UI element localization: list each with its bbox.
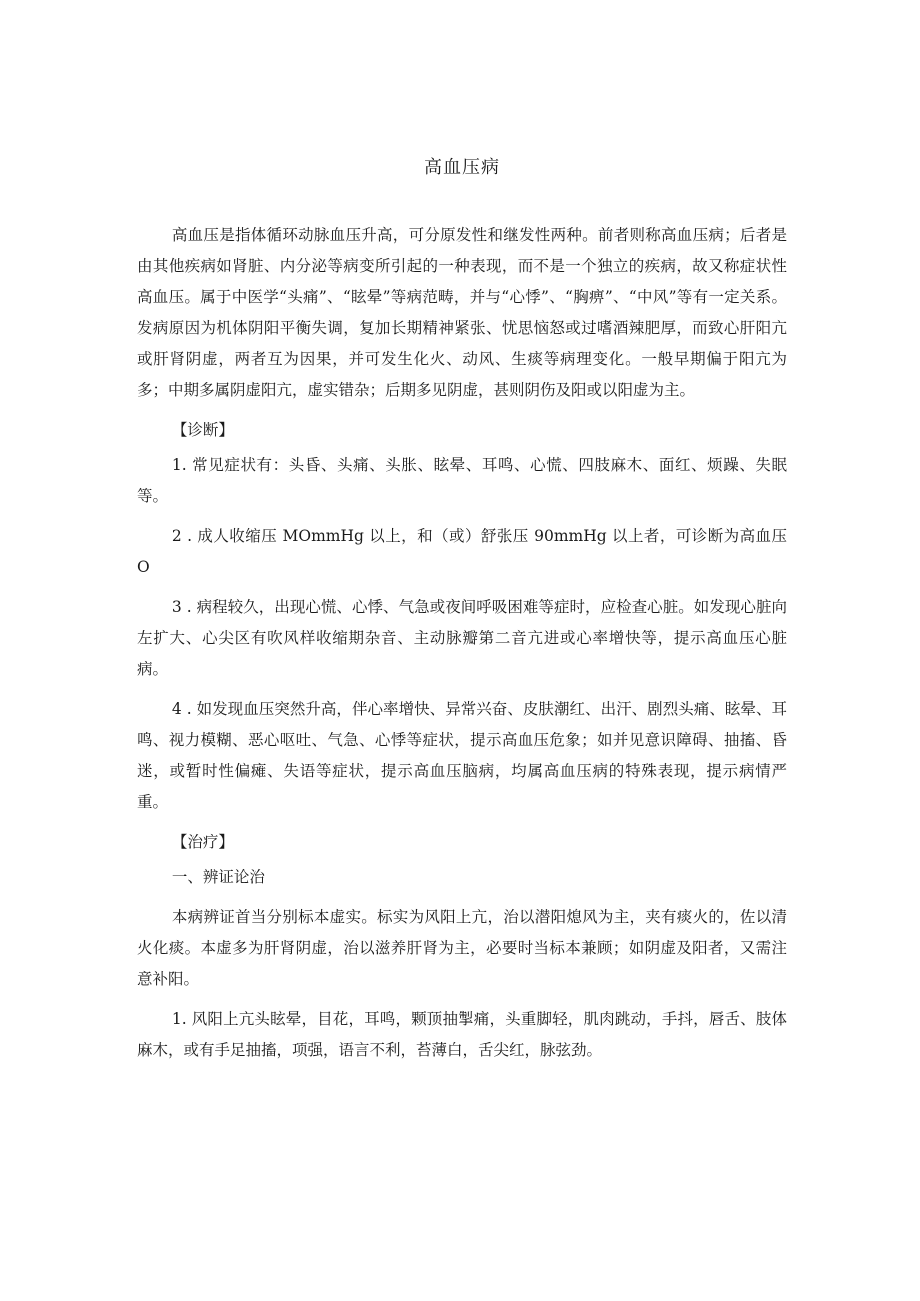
diagnosis-item-1: 1. 常见症状有：头昏、头痛、头胀、眩晕、耳鸣、心慌、四肢麻木、面红、烦躁、失眠等。 [137, 456, 787, 505]
page-title: 高血压病 [424, 157, 500, 178]
document-body [137, 220, 787, 1075]
diagnosis-heading: 【诊断】 [171, 421, 234, 439]
intro-paragraph: 高血压是指体循环动脉血压升高，可分原发性和继发性两种。前者则称高血压病；后者是由其他疾病如肾脏、内分泌等病变所引起的一种表现，而不是一个独立的疾病，故又称症状性高血压。属于中医学“头痛”、“眩晕”等病范畴，并与“心悸”、“胸痹”、“中风”等有一定关系。发病原因为机体阴阳平衡失调，复加长期精神紧张、忧思恼怒或过嗜酒辣肥厚，而致心肝阳亢或肝肾阴虚，两者互为因果，并可发生化火、动风、生痰等病理变化。一般早期偏于阳亢为多；中期多属阴虚阳亢，虚实错杂；后期多见阴虚，甚则阴伤及阳或以阳虚为主。 [137, 226, 787, 399]
treatment-item-1: 1. 风阳上亢头眩晕，目花，耳鸣，颗顶抽掣痛，头重脚轻，肌肉跳动，手抖，唇舌、肢体麻木，或有手足抽搐，项强，语言不利，苔薄白，舌尖红，脉弦劲。 [137, 1010, 787, 1059]
treatment-heading: 【治疗】 [171, 833, 234, 851]
treatment-subheading: 一、辨证论治 [171, 868, 265, 886]
treatment-intro-paragraph: 本病辨证首当分别标本虚实。标实为风阳上亢，治以潜阳熄风为主，夹有痰火的，佐以清火化痰。本虚多为肝肾阴虚，治以滋养肝肾为主，必要时当标本兼顾；如阴虚及阳者，又需注意补阳。 [137, 908, 787, 988]
diagnosis-item-3: 3 . 病程较久，出现心慌、心悸、气急或夜间呼吸困难等症时，应检查心脏。如发现心脏向左扩大、心尖区有吹风样收缩期杂音、主动脉瓣第二音亢进或心率增快等，提示高血压心脏病。 [137, 598, 787, 678]
diagnosis-item-2: 2 . 成人收缩压 MOmmHg 以上，和（或）舒张压 90mmHg 以上者，可诊断为高血压 O [137, 527, 787, 576]
diagnosis-item-4: 4 . 如发现血压突然升高，伴心率增快、异常兴奋、皮肤潮红、出汗、剧烈头痛、眩晕、耳鸣、视力模糊、恶心呕吐、气急、心悸等症状，提示高血压危象；如并见意识障碍、抽搐、昏迷，或暂时性偏瘫、失语等症状，提示高血压脑病，均属高血压病的特殊表现，提示病情严重。 [137, 700, 787, 811]
